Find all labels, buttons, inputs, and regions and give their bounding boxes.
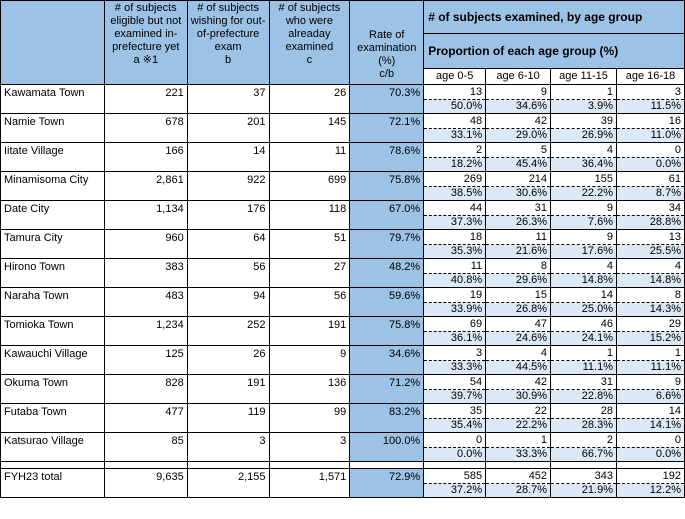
- age-count: 9: [486, 85, 551, 100]
- count-examined: 699: [269, 172, 350, 201]
- count-examined: 191: [269, 317, 350, 346]
- count-examined: 51: [269, 230, 350, 259]
- count-examined: 136: [269, 375, 350, 404]
- age-proportion: 14.8%: [551, 274, 617, 288]
- table-row: [1, 346, 685, 361]
- examination-rate: 71.2%: [350, 375, 424, 404]
- count-not-examined: 678: [104, 114, 187, 143]
- header-col-b-code: b: [225, 54, 232, 66]
- age-count: 4: [551, 259, 617, 274]
- count-examined: 145: [269, 114, 350, 143]
- age-proportion: 30.9%: [486, 390, 551, 404]
- age-proportion: 15.2%: [616, 332, 684, 346]
- header-rate-label: Rate of examination (%): [357, 29, 417, 67]
- proportion-title: Proportion of each age group (%): [424, 34, 685, 69]
- age-proportion: 11.1%: [616, 361, 684, 375]
- municipality-name: Katsurao Village: [1, 433, 105, 462]
- municipality-name: Date City: [1, 201, 105, 230]
- municipality-name: Okuma Town: [1, 375, 105, 404]
- municipality-name: Kawamata Town: [1, 85, 105, 114]
- count-out-of-prefecture: 2,155: [187, 469, 269, 498]
- examination-rate: 59.6%: [350, 288, 424, 317]
- age-proportion: 24.1%: [551, 332, 617, 346]
- age-proportion: 21.6%: [486, 245, 551, 259]
- municipality-name: Kawauchi Village: [1, 346, 105, 375]
- age-proportion: 12.2%: [616, 484, 684, 498]
- age-proportion: 11.1%: [551, 361, 617, 375]
- age-count: 47: [486, 317, 551, 332]
- spacer-row: [1, 462, 685, 469]
- age-count: 18: [424, 230, 486, 245]
- header-col-a-code: a ※1: [133, 54, 159, 66]
- age-count: 5: [486, 143, 551, 158]
- age-count: 1: [616, 346, 684, 361]
- age-proportion: 36.4%: [551, 158, 617, 172]
- count-out-of-prefecture: 37: [187, 85, 269, 114]
- count-not-examined: 383: [104, 259, 187, 288]
- header-col-a-label: # of subjects eligible but not examined in-prefecture yet: [110, 2, 182, 53]
- age-proportion: 7.6%: [551, 216, 617, 230]
- municipality-name: Minamisoma City: [1, 172, 105, 201]
- age-header-6-10: age 6-10: [486, 69, 551, 85]
- age-proportion: 11.5%: [616, 100, 684, 114]
- age-count: 31: [551, 375, 617, 390]
- table-row: [1, 288, 685, 303]
- age-proportion: 17.6%: [551, 245, 617, 259]
- age-proportion: 22.8%: [551, 390, 617, 404]
- age-count: 11: [486, 230, 551, 245]
- age-count: 31: [486, 201, 551, 216]
- municipality-name: Iitate Village: [1, 143, 105, 172]
- age-proportion: 35.3%: [424, 245, 486, 259]
- count-not-examined: 221: [104, 85, 187, 114]
- table-row: [1, 143, 685, 158]
- municipality-name: Namie Town: [1, 114, 105, 143]
- examination-rate: 75.8%: [350, 172, 424, 201]
- header-col-c: [269, 1, 350, 85]
- age-count: 343: [551, 469, 617, 484]
- header-col-c-label: # of subjects who were alreaday examined: [278, 2, 341, 53]
- count-not-examined: 960: [104, 230, 187, 259]
- examination-rate: 70.3%: [350, 85, 424, 114]
- age-count: 214: [486, 172, 551, 187]
- age-proportion: 33.1%: [424, 129, 486, 143]
- age-proportion: 39.7%: [424, 390, 486, 404]
- age-count: 44: [424, 201, 486, 216]
- count-out-of-prefecture: 14: [187, 143, 269, 172]
- age-count: 14: [616, 404, 684, 419]
- examination-rate: 75.8%: [350, 317, 424, 346]
- count-out-of-prefecture: 64: [187, 230, 269, 259]
- age-count: 585: [424, 469, 486, 484]
- age-count: 9: [551, 201, 617, 216]
- age-header-11-15: age 11-15: [551, 69, 617, 85]
- header-rate-code: c/b: [379, 68, 395, 80]
- age-proportion: 26.8%: [486, 303, 551, 317]
- age-header-16-18: age 16-18: [616, 69, 684, 85]
- municipality-name: Futaba Town: [1, 404, 105, 433]
- count-examined: 9: [269, 346, 350, 375]
- count-out-of-prefecture: 3: [187, 433, 269, 462]
- age-count: 1: [551, 346, 617, 361]
- age-proportion: 6.6%: [616, 390, 684, 404]
- age-count: 42: [486, 114, 551, 129]
- count-out-of-prefecture: 252: [187, 317, 269, 346]
- age-header-0-5: age 0-5: [424, 69, 486, 85]
- count-out-of-prefecture: 56: [187, 259, 269, 288]
- age-count: 2: [424, 143, 486, 158]
- header-blank: [1, 1, 105, 85]
- age-count: 14: [551, 288, 617, 303]
- count-examined: 27: [269, 259, 350, 288]
- age-count: 0: [616, 143, 684, 158]
- age-count: 15: [486, 288, 551, 303]
- age-count: 54: [424, 375, 486, 390]
- age-proportion: 29.6%: [486, 274, 551, 288]
- age-proportion: 37.3%: [424, 216, 486, 230]
- age-count: 192: [616, 469, 684, 484]
- examination-rate: 79.7%: [350, 230, 424, 259]
- count-out-of-prefecture: 922: [187, 172, 269, 201]
- count-not-examined: 9,635: [104, 469, 187, 498]
- examination-rate: 67.0%: [350, 201, 424, 230]
- examination-rate: 72.1%: [350, 114, 424, 143]
- age-count: 22: [486, 404, 551, 419]
- age-count: 69: [424, 317, 486, 332]
- count-not-examined: 477: [104, 404, 187, 433]
- count-examined: 1,571: [269, 469, 350, 498]
- age-proportion: 14.8%: [616, 274, 684, 288]
- municipality-name: Hirono Town: [1, 259, 105, 288]
- age-proportion: 3.9%: [551, 100, 617, 114]
- age-count: 0: [424, 433, 486, 448]
- age-proportion: 44.5%: [486, 361, 551, 375]
- spacer-cell: [350, 462, 424, 469]
- header-col-b-label: # of subjects wishing for out-of-prefecture exam: [190, 2, 266, 53]
- age-proportion: 0.0%: [424, 448, 486, 462]
- header-col-a: [104, 1, 187, 85]
- age-proportion: 22.2%: [551, 187, 617, 201]
- table-row: [1, 114, 685, 129]
- age-count: 16: [616, 114, 684, 129]
- age-proportion: 33.3%: [486, 448, 551, 462]
- age-proportion: 24.6%: [486, 332, 551, 346]
- count-examined: 56: [269, 288, 350, 317]
- count-examined: 99: [269, 404, 350, 433]
- age-count: 4: [486, 346, 551, 361]
- age-count: 2: [551, 433, 617, 448]
- count-not-examined: 1,134: [104, 201, 187, 230]
- age-proportion: 33.3%: [424, 361, 486, 375]
- count-out-of-prefecture: 119: [187, 404, 269, 433]
- table-row: [1, 259, 685, 274]
- municipality-name: Tamura City: [1, 230, 105, 259]
- age-count: 13: [616, 230, 684, 245]
- spacer-cell: [269, 462, 350, 469]
- age-proportion: 29.0%: [486, 129, 551, 143]
- age-count: 42: [486, 375, 551, 390]
- age-proportion: 25.0%: [551, 303, 617, 317]
- age-proportion: 26.3%: [486, 216, 551, 230]
- spacer-cell: [486, 462, 551, 469]
- municipality-name: Naraha Town: [1, 288, 105, 317]
- age-proportion: 45.4%: [486, 158, 551, 172]
- age-proportion: 11.0%: [616, 129, 684, 143]
- count-not-examined: 166: [104, 143, 187, 172]
- age-count: 452: [486, 469, 551, 484]
- table-row: [1, 230, 685, 245]
- age-count: 8: [616, 288, 684, 303]
- spacer-cell: [616, 462, 684, 469]
- age-count: 28: [551, 404, 617, 419]
- count-not-examined: 828: [104, 375, 187, 404]
- count-out-of-prefecture: 94: [187, 288, 269, 317]
- age-proportion: 14.1%: [616, 419, 684, 433]
- age-count: 39: [551, 114, 617, 129]
- age-count: 155: [551, 172, 617, 187]
- age-proportion: 30.6%: [486, 187, 551, 201]
- examination-rate: 48.2%: [350, 259, 424, 288]
- count-out-of-prefecture: 191: [187, 375, 269, 404]
- table-row: [1, 317, 685, 332]
- examination-rate: 100.0%: [350, 433, 424, 462]
- age-count: 29: [616, 317, 684, 332]
- age-count: 46: [551, 317, 617, 332]
- spacer-cell: [187, 462, 269, 469]
- count-not-examined: 483: [104, 288, 187, 317]
- count-examined: 118: [269, 201, 350, 230]
- examination-rate: 78.6%: [350, 143, 424, 172]
- spacer-cell: [551, 462, 617, 469]
- count-not-examined: 1,234: [104, 317, 187, 346]
- count-examined: 11: [269, 143, 350, 172]
- count-examined: 26: [269, 85, 350, 114]
- count-out-of-prefecture: 176: [187, 201, 269, 230]
- age-proportion: 28.3%: [551, 419, 617, 433]
- count-out-of-prefecture: 26: [187, 346, 269, 375]
- age-count: 3: [616, 85, 684, 100]
- age-group-title: # of subjects examined, by age group: [424, 1, 685, 34]
- count-not-examined: 2,861: [104, 172, 187, 201]
- age-proportion: 34.6%: [486, 100, 551, 114]
- age-proportion: 18.2%: [424, 158, 486, 172]
- table-row: [1, 375, 685, 390]
- age-proportion: 0.0%: [616, 448, 684, 462]
- age-count: 8: [486, 259, 551, 274]
- age-proportion: 8.7%: [616, 187, 684, 201]
- age-count: 1: [486, 433, 551, 448]
- age-count: 35: [424, 404, 486, 419]
- age-count: 0: [616, 433, 684, 448]
- age-proportion: 50.0%: [424, 100, 486, 114]
- table-row: [1, 433, 685, 448]
- age-proportion: 0.0%: [616, 158, 684, 172]
- age-count: 13: [424, 85, 486, 100]
- age-proportion: 25.5%: [616, 245, 684, 259]
- count-out-of-prefecture: 201: [187, 114, 269, 143]
- age-count: 4: [551, 143, 617, 158]
- spacer-cell: [424, 462, 486, 469]
- age-proportion: 37.2%: [424, 484, 486, 498]
- header-col-b: [187, 1, 269, 85]
- spacer-cell: [104, 462, 187, 469]
- table-row: [1, 404, 685, 419]
- count-not-examined: 85: [104, 433, 187, 462]
- age-proportion: 33.9%: [424, 303, 486, 317]
- total-name: FYH23 total: [1, 469, 105, 498]
- age-proportion: 14.3%: [616, 303, 684, 317]
- age-count: 34: [616, 201, 684, 216]
- age-proportion: 26.9%: [551, 129, 617, 143]
- age-proportion: 38.5%: [424, 187, 486, 201]
- age-count: 3: [424, 346, 486, 361]
- age-count: 1: [551, 85, 617, 100]
- age-proportion: 21.9%: [551, 484, 617, 498]
- age-proportion: 40.8%: [424, 274, 486, 288]
- age-count: 11: [424, 259, 486, 274]
- age-proportion: 66.7%: [551, 448, 617, 462]
- count-examined: 3: [269, 433, 350, 462]
- age-count: 19: [424, 288, 486, 303]
- table-row: [1, 201, 685, 216]
- age-count: 61: [616, 172, 684, 187]
- municipality-name: Tomioka Town: [1, 317, 105, 346]
- header-col-c-code: c: [306, 54, 313, 66]
- examination-rate: 83.2%: [350, 404, 424, 433]
- examination-rate: 72.9%: [350, 469, 424, 498]
- age-proportion: 36.1%: [424, 332, 486, 346]
- header-rate: [350, 1, 424, 85]
- age-proportion: 28.8%: [616, 216, 684, 230]
- spacer-cell: [1, 462, 105, 469]
- examination-rate: 34.6%: [350, 346, 424, 375]
- table-row: [1, 85, 685, 100]
- table-row: [1, 172, 685, 187]
- age-proportion: 22.2%: [486, 419, 551, 433]
- age-count: 9: [616, 375, 684, 390]
- total-row: [1, 469, 685, 484]
- age-count: 48: [424, 114, 486, 129]
- count-not-examined: 125: [104, 346, 187, 375]
- age-count: 4: [616, 259, 684, 274]
- age-proportion: 28.7%: [486, 484, 551, 498]
- age-count: 9: [551, 230, 617, 245]
- age-proportion: 35.4%: [424, 419, 486, 433]
- age-count: 269: [424, 172, 486, 187]
